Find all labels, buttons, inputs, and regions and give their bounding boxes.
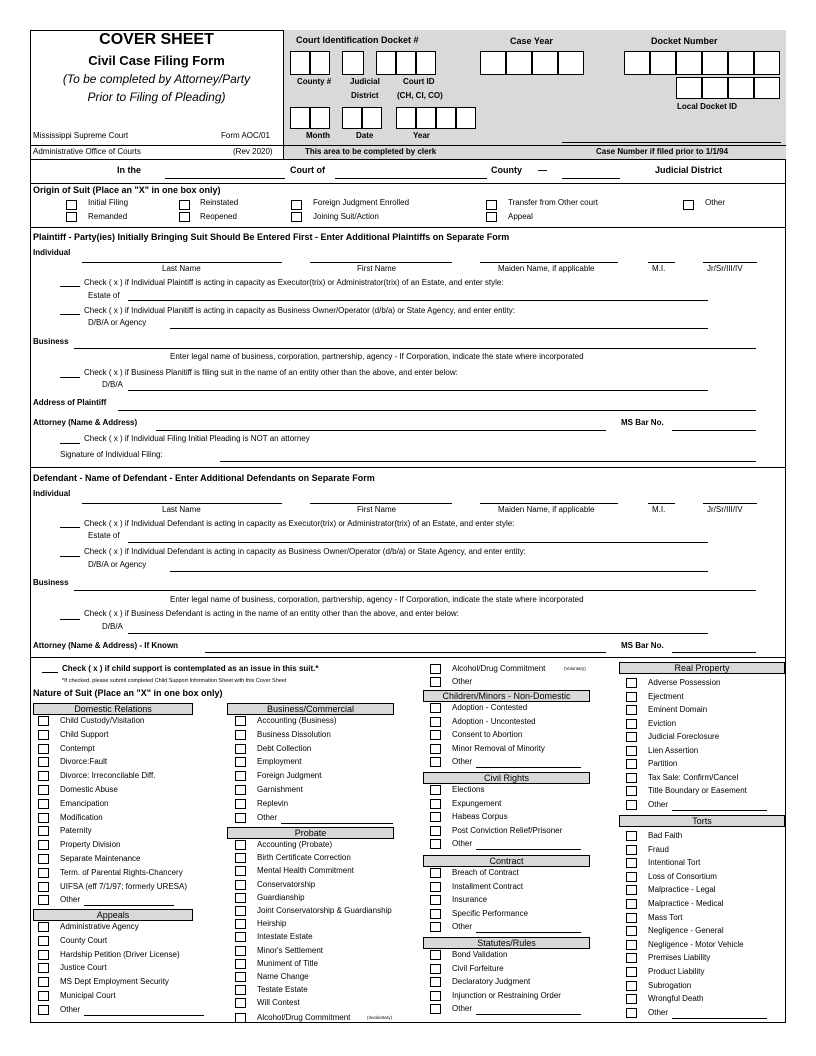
category-checkbox[interactable] <box>626 994 637 1004</box>
category-label: Adoption - Contested <box>452 703 528 712</box>
category-checkbox[interactable] <box>430 717 441 727</box>
date-label: Date <box>356 131 374 140</box>
category-label: Other <box>60 1004 81 1014</box>
other-line <box>281 823 393 824</box>
county-label: County <box>491 165 522 175</box>
origin-checkbox[interactable] <box>486 200 497 210</box>
category-checkbox[interactable] <box>626 940 637 950</box>
category-label: Other <box>257 812 278 822</box>
category-label: Premises Liability <box>648 953 711 963</box>
judicial-district-label: Judicial District <box>655 165 723 175</box>
court-of-label: Court of <box>290 165 325 175</box>
category-checkbox[interactable] <box>430 744 441 754</box>
business-commercial-header: Business/Commercial <box>227 703 394 715</box>
category-checkbox[interactable] <box>235 730 246 740</box>
category-label: Replevin <box>257 798 289 808</box>
civil-rights-header: Civil Rights <box>423 772 590 784</box>
defendant-dba-check[interactable]: Check ( x ) if Individual Defendant is acting in capacity as Business Owner/Operator (d/b/a) or State Agency, and enter entity: <box>84 547 526 556</box>
category-label: Negligence - General <box>648 926 724 936</box>
category-checkbox[interactable] <box>38 1005 49 1015</box>
category-label: Debt Collection <box>257 743 312 753</box>
court-id-sub-label: Court ID <box>403 77 435 86</box>
category-checkbox[interactable] <box>38 977 49 987</box>
category-label: Other <box>452 757 473 767</box>
category-checkbox[interactable] <box>430 1004 441 1014</box>
plaintiff-last-name: Last Name <box>162 264 201 273</box>
origin-checkbox[interactable] <box>66 212 77 222</box>
category-checkbox[interactable] <box>626 899 637 909</box>
category-checkbox[interactable] <box>430 730 441 740</box>
category-label: Testate Estate <box>257 985 308 995</box>
category-checkbox[interactable] <box>626 981 637 991</box>
category-label: Divorce: Irreconcilable Diff. <box>60 771 156 781</box>
defendant-business-check[interactable]: Check ( x ) if Business Defendant is acting in the name of an entity other than the above, and enter below: <box>84 609 459 618</box>
category-checkbox[interactable] <box>430 703 441 713</box>
case-prior-label: Case Number if filed prior to 1/1/94 <box>596 147 729 156</box>
child-support-check[interactable]: Check ( x ) if child support is contemplated as an issue in this suit.* <box>62 664 319 673</box>
defendant-exec-check[interactable]: Check ( x ) if Individual Defendant is acting in capacity as Executor(trix) or Administrator(trix) of an Estate, and enter style: <box>84 519 515 528</box>
category-checkbox[interactable] <box>38 868 49 878</box>
category-checkbox[interactable] <box>626 678 637 688</box>
category-checkbox[interactable] <box>626 967 637 977</box>
origin-checkbox[interactable] <box>66 200 77 210</box>
category-checkbox[interactable] <box>430 868 441 878</box>
judicial-label: Judicial <box>350 77 380 86</box>
category-label: Other <box>452 1004 473 1014</box>
category-checkbox[interactable] <box>38 882 49 892</box>
category-checkbox[interactable] <box>38 950 49 960</box>
origin-item: Reinstated <box>200 198 239 207</box>
category-label: Administrative Agency <box>60 922 139 931</box>
category-label: Hardship Petition (Driver License) <box>60 949 180 959</box>
category-label: Bad Faith <box>648 831 683 840</box>
clerk-note: This area to be completed by clerk <box>305 147 437 156</box>
category-checkbox[interactable] <box>430 909 441 919</box>
category-label: Habeas Corpus <box>452 812 508 822</box>
category-label-note: (Voluntary) <box>564 666 586 671</box>
origin-item: Other <box>705 198 726 207</box>
plaintiff-exec-check[interactable]: Check ( x ) if Individual Plaintiff is acting in capacity as Executor(trix) or Administrator(trix) of an Estate, and enter style: <box>84 278 504 287</box>
origin-checkbox[interactable] <box>683 200 694 210</box>
category-label: Intestate Estate <box>257 932 313 942</box>
domestic-relations-header: Domestic Relations <box>33 703 193 715</box>
category-checkbox[interactable] <box>38 744 49 754</box>
other-line <box>84 1015 204 1016</box>
category-checkbox[interactable] <box>235 972 246 982</box>
category-label: Malpractice - Legal <box>648 885 716 895</box>
category-label: Breach of Contract <box>452 868 519 877</box>
category-label: Name Change <box>257 972 309 981</box>
category-label: Employment <box>257 757 302 767</box>
category-checkbox[interactable] <box>430 977 441 987</box>
defendant-first-name: First Name <box>357 505 397 514</box>
plaintiff-title: Plaintiff - Party(ies) Initially Bringing Suit Should Be Entered First - Enter Additional Plaintiffs on Separate Form <box>33 232 510 242</box>
category-checkbox[interactable] <box>38 840 49 850</box>
category-checkbox[interactable] <box>430 922 441 932</box>
category-checkbox[interactable] <box>430 826 441 836</box>
category-label: Birth Certificate Correction <box>257 853 351 863</box>
plaintiff-individual-label: Individual <box>33 248 71 257</box>
county-dash: — <box>538 165 547 175</box>
category-label: Ejectment <box>648 691 684 701</box>
category-label: Bond Validation <box>452 950 508 959</box>
defendant-jr: Jr/Sr/III/IV <box>707 505 743 514</box>
category-label: Mass Tort <box>648 912 683 922</box>
origin-checkbox[interactable] <box>179 212 190 222</box>
category-checkbox[interactable] <box>430 991 441 1001</box>
category-checkbox[interactable] <box>430 664 441 674</box>
category-checkbox[interactable] <box>38 826 49 836</box>
court-name: Mississippi Supreme Court <box>33 131 129 140</box>
category-checkbox[interactable] <box>626 953 637 963</box>
defendant-last-name: Last Name <box>162 505 201 514</box>
category-label: Fraud <box>648 844 669 854</box>
plaintiff-legal-note: Enter legal name of business, corporation, partnership, agency - If Corporation, indicate the state where incorporated <box>170 352 584 361</box>
category-label: Divorce:Fault <box>60 757 108 767</box>
plaintiff-attorney-label: Attorney (Name & Address) <box>33 418 138 427</box>
local-docket-label: Local Docket ID <box>677 102 738 111</box>
category-checkbox[interactable] <box>38 854 49 864</box>
category-label: Justice Court <box>60 963 107 973</box>
origin-item: Appeal <box>508 212 533 221</box>
category-checkbox[interactable] <box>235 906 246 916</box>
category-checkbox[interactable] <box>38 936 49 946</box>
category-checkbox[interactable] <box>235 998 246 1008</box>
other-line <box>672 1018 767 1019</box>
category-label: Accounting (Business) <box>257 716 337 725</box>
category-label: Eviction <box>648 718 677 728</box>
in-the-label: In the <box>117 165 141 175</box>
category-label: Domestic Abuse <box>60 785 118 794</box>
probate-header: Probate <box>227 827 394 839</box>
category-label: Civil Forfeiture <box>452 963 504 973</box>
category-checkbox[interactable] <box>626 885 637 895</box>
origin-checkbox[interactable] <box>486 212 497 222</box>
category-checkbox[interactable] <box>235 919 246 929</box>
category-label: Other <box>60 895 81 905</box>
category-label: Paternity <box>60 826 92 836</box>
form-note-1: (To be completed by Attorney/Party <box>62 72 251 86</box>
plaintiff-business-label: Business <box>33 337 69 346</box>
category-label: Injunction or Restraining Order <box>452 990 561 1000</box>
category-checkbox[interactable] <box>430 839 441 849</box>
form-subtitle: Civil Case Filing Form <box>88 53 225 68</box>
category-checkbox[interactable] <box>626 1008 637 1018</box>
category-checkbox[interactable] <box>235 744 246 754</box>
plaintiff-address-label: Address of Plaintiff <box>33 398 107 407</box>
category-label: Child Custody/Visitation <box>60 716 145 725</box>
child-support-note: *If checked, please submit completed Child Support Information Sheet with this Cover Sheet <box>62 678 287 684</box>
category-checkbox[interactable] <box>235 771 246 781</box>
category-label: Will Contest <box>257 998 300 1008</box>
plaintiff-dba-label: D/B/A or Agency <box>88 318 147 327</box>
category-label: Accounting (Probate) <box>257 840 333 849</box>
month-label: Month <box>306 131 330 140</box>
category-label: Term. of Parental Rights-Chancery <box>60 867 183 877</box>
other-line <box>84 905 174 906</box>
category-checkbox[interactable] <box>626 831 637 841</box>
category-checkbox[interactable] <box>235 757 246 767</box>
category-checkbox[interactable] <box>235 866 246 876</box>
category-label: Consent to Abortion <box>452 730 523 740</box>
category-checkbox[interactable] <box>38 730 49 740</box>
category-checkbox[interactable] <box>235 959 246 969</box>
category-checkbox[interactable] <box>235 946 246 956</box>
nature-title: Nature of Suit (Place an "X" in one box only) <box>33 688 223 698</box>
category-checkbox[interactable] <box>235 853 246 863</box>
category-label: Malpractice - Medical <box>648 899 724 908</box>
defendant-title: Defendant - Name of Defendant - Enter Additional Defendants on Separate Form <box>33 473 375 483</box>
county-num-label: County # <box>297 77 332 86</box>
defendant-maiden: Maiden Name, if applicable <box>498 505 595 514</box>
category-label: Product Liability <box>648 967 705 976</box>
category-label: Minor's Settlement <box>257 945 323 955</box>
category-label: Garnishment <box>257 785 303 794</box>
category-checkbox[interactable] <box>626 872 637 882</box>
category-checkbox[interactable] <box>38 785 49 795</box>
category-label: Conservatorship <box>257 879 316 889</box>
category-label: Expungement <box>452 798 502 808</box>
category-label: Child Support <box>60 729 109 739</box>
origin-item: Initial Filing <box>88 198 129 207</box>
category-checkbox[interactable] <box>626 845 637 855</box>
category-checkbox[interactable] <box>235 799 246 809</box>
category-checkbox[interactable] <box>430 799 441 809</box>
category-label: Joint Conservatorship & Guardianship <box>257 906 392 915</box>
category-label: Other <box>452 839 473 849</box>
plaintiff-first-name: First Name <box>357 264 397 273</box>
category-label: Other <box>452 922 473 932</box>
year-label: Year <box>413 131 430 140</box>
category-label: Loss of Consortium <box>648 871 717 881</box>
category-checkbox[interactable] <box>38 813 49 823</box>
category-label: Separate Maintenance <box>60 854 141 863</box>
category-checkbox[interactable] <box>626 732 637 742</box>
category-label: Emancipation <box>60 798 109 808</box>
plaintiff-business-check[interactable]: Check ( x ) if Business Planitiff is filing suit in the name of an entity other than the above, and enter below: <box>84 368 458 377</box>
other-line <box>476 849 581 850</box>
court-id-type-label: (CH, CI, CO) <box>397 91 443 100</box>
category-label: Post Conviction Relief/Prisoner <box>452 825 563 835</box>
plaintiff-bar-label: MS Bar No. <box>621 418 664 427</box>
case-year-label: Case Year <box>510 36 553 46</box>
defendant-dba2-label: D/B/A <box>102 622 123 631</box>
court-id-label: Court Identification Docket # <box>296 35 419 45</box>
page-title: COVER SHEET <box>99 31 214 48</box>
other-line <box>476 767 581 768</box>
category-label: County Court <box>60 935 108 945</box>
category-label: Tax Sale: Confirm/Cancel <box>648 772 739 782</box>
category-checkbox[interactable] <box>235 813 246 823</box>
origin-checkbox[interactable] <box>291 200 302 210</box>
defendant-mi: M.I. <box>652 505 666 514</box>
defendant-legal-note: Enter legal name of business, corporation, partnership, agency - If Corporation, indicate the state where incorporated <box>170 595 584 604</box>
origin-item: Remanded <box>88 212 128 221</box>
category-label: Lien Assertion <box>648 745 699 755</box>
category-label: Muniment of Title <box>257 958 318 968</box>
defendant-individual-label: Individual <box>33 489 71 498</box>
category-label: Guardianship <box>257 892 305 902</box>
category-checkbox[interactable] <box>38 963 49 973</box>
category-checkbox[interactable] <box>38 799 49 809</box>
origin-item: Joining Suit/Action <box>313 212 379 221</box>
category-checkbox[interactable] <box>626 746 637 756</box>
category-label: Other <box>648 799 669 809</box>
appeals-header: Appeals <box>33 909 193 921</box>
category-checkbox[interactable] <box>235 840 246 850</box>
category-checkbox[interactable] <box>626 705 637 715</box>
category-checkbox[interactable] <box>430 757 441 767</box>
plaintiff-dba-check[interactable]: Check ( x ) if Individual Planitiff is acting in capacity as Business Owner/Operator (d/b/a) or State Agency, and enter entity: <box>84 306 516 315</box>
category-checkbox[interactable] <box>38 716 49 726</box>
origin-checkbox[interactable] <box>291 212 302 222</box>
category-label: Title Boundary or Easement <box>648 786 747 795</box>
plaintiff-mi: M.I. <box>652 264 666 273</box>
category-checkbox[interactable] <box>235 716 246 726</box>
category-checkbox[interactable] <box>626 773 637 783</box>
category-checkbox[interactable] <box>430 950 441 960</box>
category-checkbox[interactable] <box>235 880 246 890</box>
category-checkbox[interactable] <box>626 786 637 796</box>
form-number: Form AOC/01 <box>221 131 270 140</box>
docket-number-label: Docket Number <box>651 36 718 46</box>
category-label: Alcohol/Drug Commitment <box>452 664 546 673</box>
category-label: Judicial Foreclosure <box>648 732 720 741</box>
category-label: Other <box>452 677 473 686</box>
category-checkbox[interactable] <box>38 757 49 767</box>
district-label: District <box>351 91 379 100</box>
category-label: Foreign Judgment <box>257 771 322 781</box>
origin-item: Transfer from Other court <box>508 198 598 207</box>
category-checkbox[interactable] <box>430 677 441 687</box>
category-label: Negligence - Motor Vehicle <box>648 939 744 949</box>
origin-item: Reopened <box>200 212 237 221</box>
signature-label: Signature of Individual Filing: <box>60 450 163 459</box>
category-label: MS Dept Employment Security <box>60 977 169 987</box>
plaintiff-jr: Jr/Sr/III/IV <box>707 264 743 273</box>
category-label: Declaratory Judgment <box>452 977 531 987</box>
category-label: Municipal Court <box>60 991 116 1000</box>
category-checkbox[interactable] <box>38 922 49 932</box>
category-checkbox[interactable] <box>235 785 246 795</box>
category-label: Contempt <box>60 743 95 753</box>
category-label: Partition <box>648 759 678 768</box>
category-checkbox[interactable] <box>626 759 637 769</box>
category-checkbox[interactable] <box>626 719 637 729</box>
category-label: Wrongful Death <box>648 994 704 1004</box>
category-checkbox[interactable] <box>430 785 441 795</box>
form-note-2: Prior to Filing of Pleading) <box>87 90 226 104</box>
defendant-business-label: Business <box>33 578 69 587</box>
plaintiff-maiden: Maiden Name, if applicable <box>498 264 595 273</box>
category-label: Elections <box>452 785 485 794</box>
category-label: UIFSA (eff 7/1/97; formerly URESA) <box>60 881 188 891</box>
category-label: Adverse Possession <box>648 678 721 687</box>
category-label: Minor Removal of Minority <box>452 743 545 753</box>
category-checkbox[interactable] <box>430 882 441 892</box>
category-label: Alcohol/Drug Commitment <box>257 1013 351 1022</box>
category-label: Specific Performance <box>452 908 529 918</box>
origin-checkbox[interactable] <box>179 200 190 210</box>
category-label: Property Division <box>60 840 121 850</box>
category-checkbox[interactable] <box>626 800 637 810</box>
defendant-estate-label: Estate of <box>88 531 120 540</box>
category-label: Adoption - Uncontested <box>452 716 536 726</box>
category-label: Mental Health Commitment <box>257 866 354 876</box>
category-checkbox[interactable] <box>38 895 49 905</box>
defendant-bar-label: MS Bar No. <box>621 641 664 650</box>
category-checkbox[interactable] <box>626 913 637 923</box>
category-label: Installment Contract <box>452 881 524 891</box>
other-line <box>672 810 767 811</box>
defendant-dba-label: D/B/A or Agency <box>88 560 147 569</box>
torts-header: Torts <box>619 815 785 827</box>
category-label: Heirship <box>257 919 287 929</box>
category-checkbox[interactable] <box>235 985 246 995</box>
not-attorney-check[interactable]: Check ( x ) if Individual Filing Initial Pleading is NOT an attorney <box>84 434 310 443</box>
category-label-note: (Involuntary) <box>367 1015 393 1020</box>
category-label: Insurance <box>452 895 488 905</box>
form-rev: (Rev 2020) <box>233 147 273 156</box>
category-checkbox[interactable] <box>430 812 441 822</box>
category-checkbox[interactable] <box>430 964 441 974</box>
category-checkbox[interactable] <box>626 926 637 936</box>
category-label: Subrogation <box>648 980 692 990</box>
category-checkbox[interactable] <box>235 893 246 903</box>
category-label: Eminent Domain <box>648 705 708 714</box>
office-name: Administrative Office of Courts <box>33 147 141 156</box>
contract-header: Contract <box>423 855 590 867</box>
category-checkbox[interactable] <box>38 991 49 1001</box>
defendant-attorney-label: Attorney (Name & Address) - If Known <box>33 641 179 650</box>
category-checkbox[interactable] <box>38 771 49 781</box>
children-minors-header: Children/Minors - Non-Domestic <box>423 690 590 702</box>
category-label: Intentional Tort <box>648 858 701 868</box>
origin-item: Foreign Judgment Enrolled <box>313 198 410 207</box>
category-checkbox[interactable] <box>430 895 441 905</box>
other-line <box>476 932 581 933</box>
real-property-header: Real Property <box>619 662 785 674</box>
plaintiff-estate-label: Estate of <box>88 291 120 300</box>
category-label: Other <box>648 1007 669 1017</box>
plaintiff-dba2-label: D/B/A <box>102 380 123 389</box>
category-label: Modification <box>60 812 103 822</box>
category-label: Business Dissolution <box>257 729 331 739</box>
category-checkbox[interactable] <box>626 692 637 702</box>
origin-title: Origin of Suit (Place an "X" in one box only) <box>33 185 221 195</box>
category-checkbox[interactable] <box>235 932 246 942</box>
category-checkbox[interactable] <box>235 1013 246 1023</box>
other-line <box>476 1014 581 1015</box>
category-checkbox[interactable] <box>626 858 637 868</box>
statutes-rules-header: Statutes/Rules <box>423 937 590 949</box>
